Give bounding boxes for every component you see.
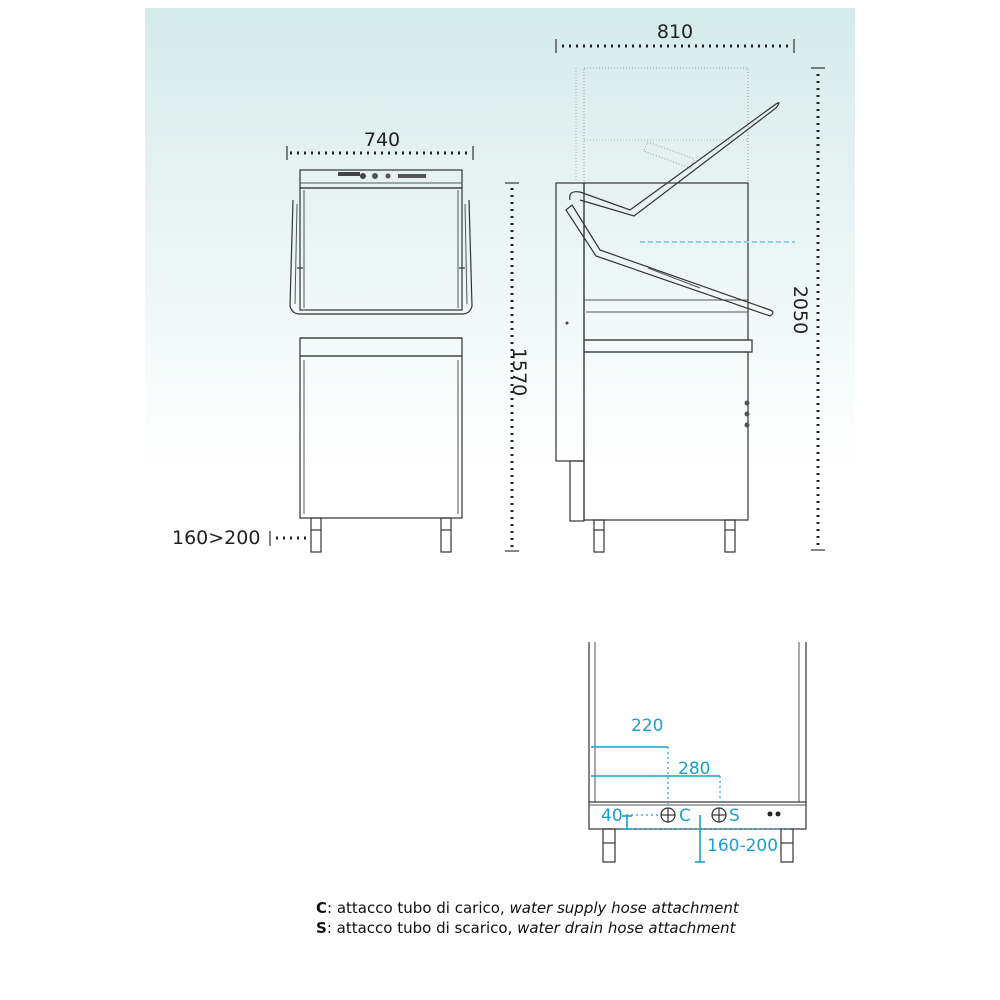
c-connection-label: C — [679, 806, 691, 826]
dim-220-label: 220 — [631, 716, 664, 736]
legend-key: C — [316, 899, 328, 917]
dim-160-200-label: 160-200 — [707, 836, 779, 856]
open-height-label: 2050 — [789, 285, 811, 335]
legend-text: : attacco tubo di scarico, — [326, 919, 518, 937]
legend — [316, 898, 739, 938]
front-width-label: 740 — [363, 129, 401, 151]
legend-key: S — [316, 919, 327, 937]
side-height-label: 1570 — [508, 347, 530, 397]
dim-40-label: 40 — [601, 806, 623, 826]
legend-item-c — [316, 898, 739, 918]
legend-text: : attacco tubo di carico, — [327, 899, 510, 917]
legend-item-s — [316, 918, 739, 938]
base-detail — [589, 642, 806, 862]
s-connection-label: S — [729, 806, 740, 826]
leg-height-label: 160>200 — [172, 527, 261, 549]
legend-english: water supply hose attachment — [509, 899, 739, 917]
side-depth-label: 810 — [656, 21, 694, 43]
dim-280-label: 280 — [678, 759, 711, 779]
legend-english: water drain hose attachment — [517, 919, 736, 937]
